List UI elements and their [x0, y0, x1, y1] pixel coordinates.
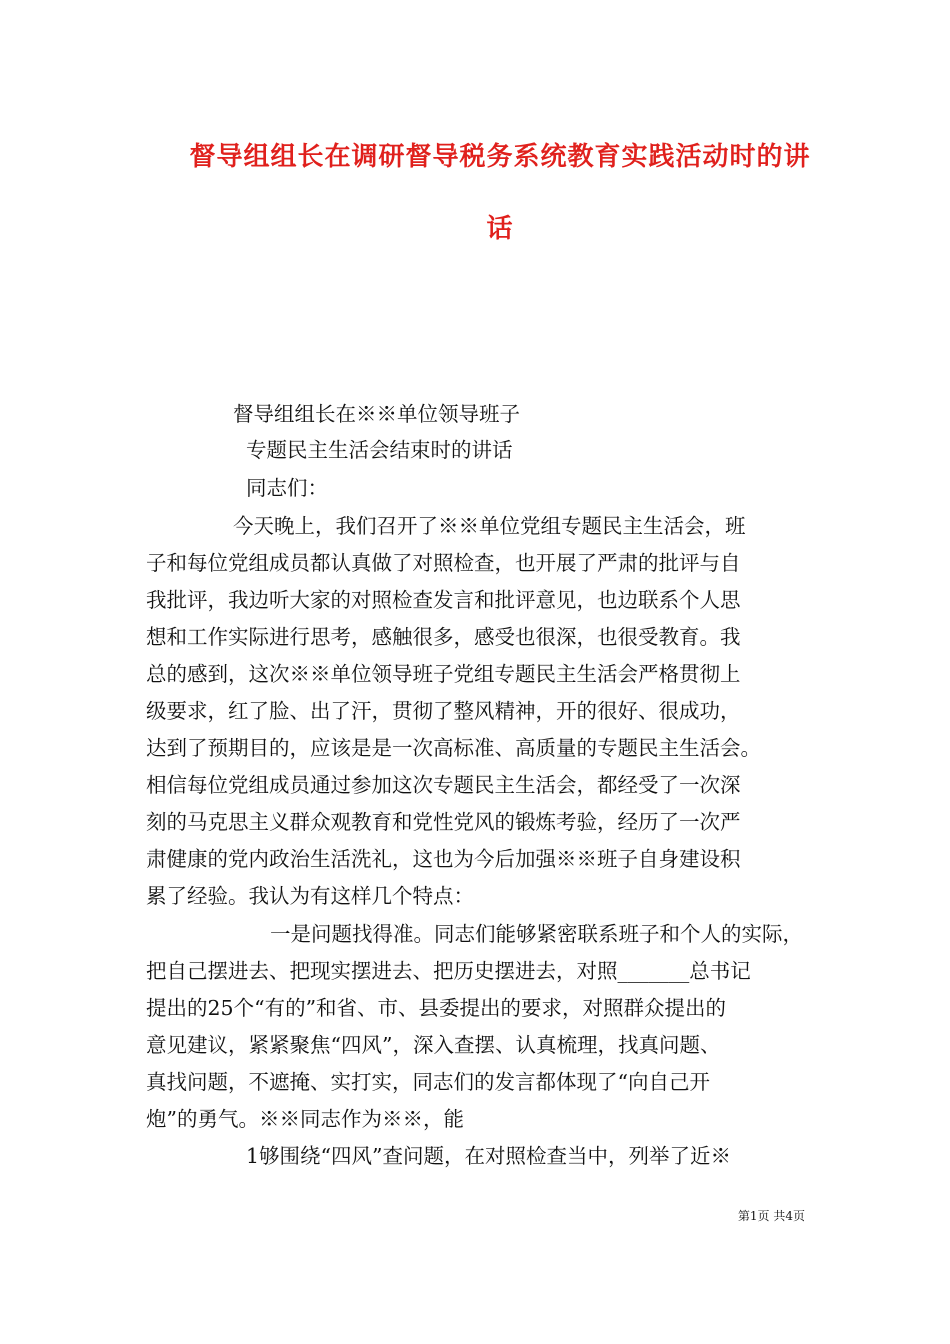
- body-line: 真找问题，不遮掩、实打实，同志们的发言都体现了“向自己开: [146, 1070, 710, 1094]
- body-line: 一是问题找得准。同志们能够紧密联系班子和个人的实际，: [270, 922, 803, 946]
- body-line: 今天晚上，我们召开了※※单位党组专题民主生活会，班: [233, 514, 746, 538]
- document-title-line-1: 督导组组长在调研督导税务系统教育实践活动时的讲: [189, 142, 811, 172]
- page-number-footer: 第1页 共4页: [737, 1209, 805, 1223]
- body-line: 意见建议，紧紧聚焦“四风”，深入查摆、认真梳理，找真问题、: [146, 1033, 721, 1057]
- body-line: 达到了预期目的，应该是是一次高标准、高质量的专题民主生活会。: [146, 736, 761, 760]
- body-line: 1够围绕“四风”查问题，在对照检查当中，列举了近※: [246, 1144, 732, 1168]
- body-line: 级要求，红了脸、出了汗，贯彻了整风精神，开的很好、很成功，: [146, 699, 741, 723]
- body-line: 督导组组长在※※单位领导班子: [233, 402, 520, 426]
- body-line: 肃健康的党内政治生活洗礼，这也为今后加强※※班子自身建设积: [146, 847, 741, 871]
- document-title-line-2: 话: [486, 214, 514, 244]
- body-line: 想和工作实际进行思考，感触很多，感受也很深，也很受教育。我: [146, 625, 741, 649]
- body-line: 我批评，我边听大家的对照检查发言和批评意见，也边联系个人思: [146, 588, 741, 612]
- body-line: 总的感到，这次※※单位领导班子党组专题民主生活会严格贯彻上: [146, 662, 741, 686]
- body-line: 提出的25个“有的”和省、市、县委提出的要求，对照群众提出的: [146, 996, 727, 1020]
- body-line: 炮”的勇气。※※同志作为※※，能: [146, 1107, 464, 1131]
- body-line: 子和每位党组成员都认真做了对照检查，也开展了严肃的批评与自: [146, 551, 741, 575]
- body-line: 相信每位党组成员通过参加这次专题民主生活会，都经受了一次深: [146, 773, 741, 797]
- body-line: 专题民主生活会结束时的讲话: [246, 438, 513, 462]
- body-line: 把自己摆进去、把现实摆进去、把历史摆进去，对照_______总书记: [146, 959, 751, 983]
- body-line: 累了经验。我认为有这样几个特点：: [146, 884, 474, 908]
- body-line: 同志们：: [246, 476, 328, 500]
- body-line: 刻的马克思主义群众观教育和党性党风的锻炼考验，经历了一次严: [146, 810, 741, 834]
